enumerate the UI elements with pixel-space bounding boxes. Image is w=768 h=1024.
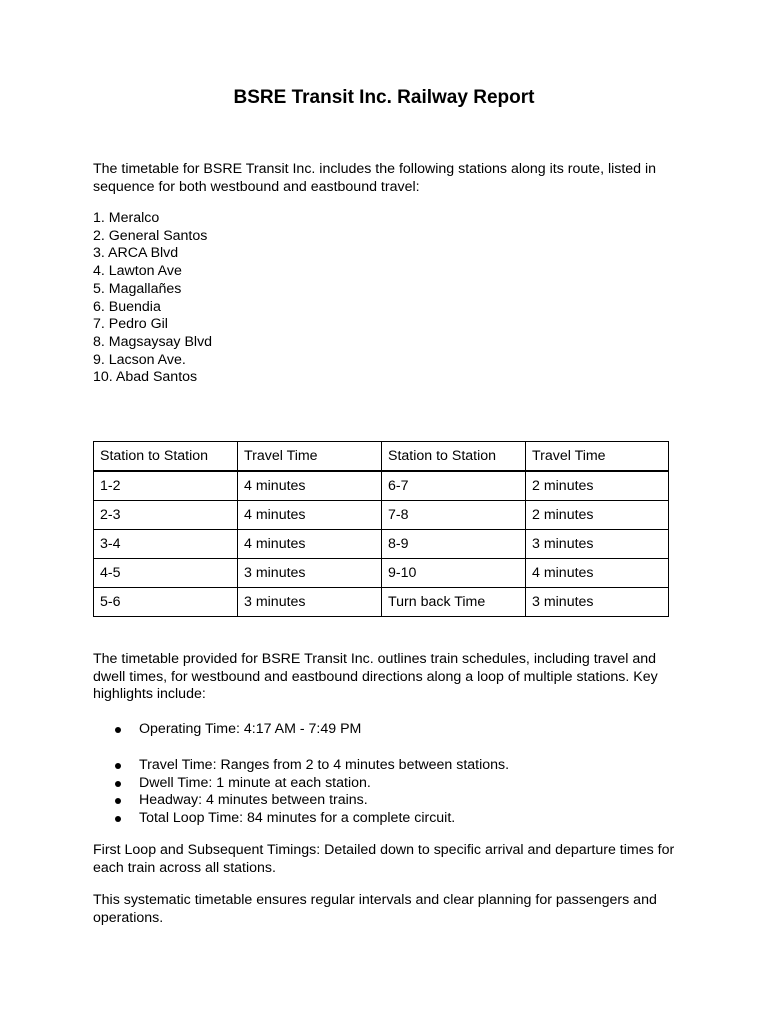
- table-cell: 9-10: [382, 559, 526, 588]
- column-header: Travel Time: [526, 442, 669, 472]
- station-item: 7. Pedro Gil: [93, 316, 168, 333]
- bullet-icon: [115, 763, 121, 769]
- highlight-list: [115, 721, 675, 739]
- table-cell: 3-4: [94, 530, 238, 559]
- table-cell: 1-2: [94, 471, 238, 501]
- station-item: 4. Lawton Ave: [93, 263, 182, 280]
- station-item: 9. Lacson Ave.: [93, 351, 186, 368]
- table-cell: 2-3: [94, 501, 238, 530]
- list-item-text: Total Loop Time: 84 minutes for a complete circuit.: [139, 809, 456, 826]
- list-item-text: Headway: 4 minutes between trains.: [139, 792, 368, 809]
- table-cell: 4 minutes: [526, 559, 669, 588]
- table-row: [94, 471, 669, 501]
- list-item: [115, 757, 675, 775]
- station-item: 8. Magsaysay Blvd: [93, 333, 213, 350]
- travel-time-table: [93, 441, 669, 617]
- table-cell: 3 minutes: [238, 559, 382, 588]
- table-cell: 4 minutes: [238, 471, 382, 501]
- list-item: [115, 810, 675, 828]
- table-cell: 6-7: [382, 471, 526, 501]
- list-item: [115, 775, 675, 793]
- station-item: 1. Meralco: [93, 210, 160, 226]
- table-row: [94, 559, 669, 588]
- station-list: [93, 210, 212, 387]
- list-item-text: Travel Time: Ranges from 2 to 4 minutes between stations.: [139, 757, 510, 773]
- page-title: BSRE Transit Inc. Railway Report: [233, 87, 535, 108]
- bullet-icon: [115, 816, 121, 822]
- list-item: [115, 792, 675, 810]
- summary-paragraph: The timetable provided for BSRE Transit Inc. outlines train schedules, including travel and dwell times, for westbound and eastbound directions along a loop of multiple stations. Key highlights include:: [93, 651, 658, 703]
- list-item-text: Dwell Time: 1 minute at each station.: [139, 774, 371, 791]
- bullet-icon: [115, 781, 121, 787]
- column-header: Travel Time: [238, 442, 382, 472]
- table-cell: 8-9: [382, 530, 526, 559]
- station-item: 10. Abad Santos: [93, 369, 198, 386]
- station-item: 5. Magallañes: [93, 280, 182, 297]
- station-item: 6. Buendia: [93, 298, 161, 315]
- table-cell: 4 minutes: [238, 530, 382, 559]
- list-item-text: Operating Time: 4:17 AM - 7:49 PM: [139, 721, 362, 737]
- bullet-icon: [115, 798, 121, 804]
- table-row: [94, 501, 669, 530]
- table-cell: 5-6: [94, 588, 238, 617]
- highlight-list: [115, 757, 675, 827]
- table-cell: 2 minutes: [526, 471, 669, 501]
- table-cell: 3 minutes: [526, 588, 669, 617]
- column-header: Station to Station: [94, 442, 238, 472]
- table-cell: 7-8: [382, 501, 526, 530]
- table-cell: 3 minutes: [526, 530, 669, 559]
- table-cell: Turn back Time: [382, 588, 526, 617]
- station-item: 3. ARCA Blvd: [93, 245, 179, 262]
- column-header: Station to Station: [382, 442, 526, 472]
- table-cell: 4 minutes: [238, 501, 382, 530]
- conclusion-paragraph: This systematic timetable ensures regular intervals and clear planning for passengers and operations.: [93, 892, 657, 926]
- table-header-row: [94, 442, 669, 472]
- list-item: [115, 721, 675, 739]
- first-loop-paragraph: First Loop and Subsequent Timings: Detailed down to specific arrival and departure times for each train across all stations.: [93, 842, 675, 876]
- intro-paragraph: The timetable for BSRE Transit Inc. includes the following stations along its route, listed in sequence for both westbound and eastbound travel:: [93, 161, 657, 195]
- table-cell: 4-5: [94, 559, 238, 588]
- bullet-icon: [115, 727, 121, 733]
- table-cell: 3 minutes: [238, 588, 382, 617]
- table-row: [94, 530, 669, 559]
- table-row: [94, 588, 669, 617]
- station-item: 2. General Santos: [93, 227, 208, 244]
- table-cell: 2 minutes: [526, 501, 669, 530]
